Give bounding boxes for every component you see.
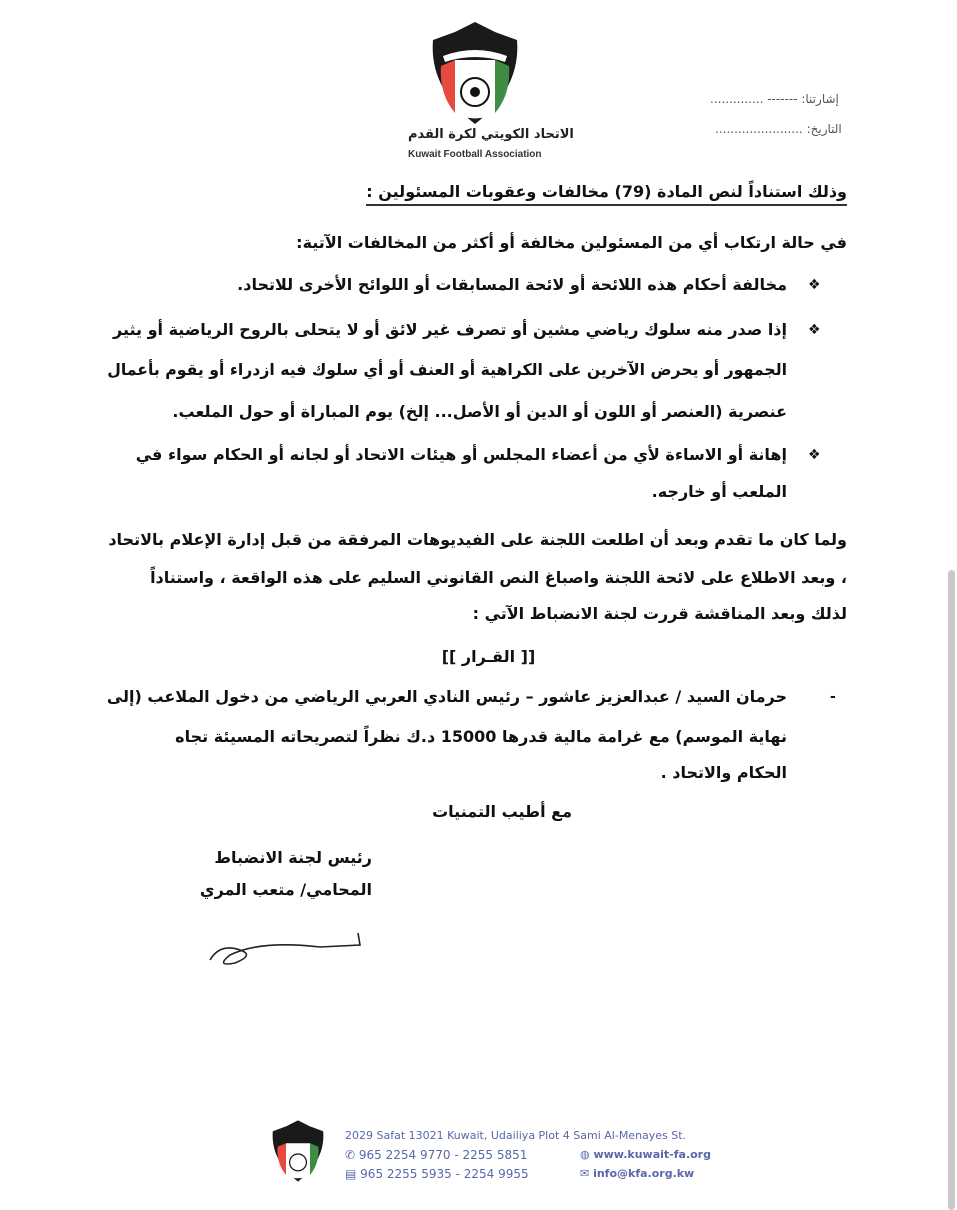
footer-website[interactable] [580,1147,711,1163]
bullet-3-line-1: إهانة أو الاساءة لأي من أعضاء المجلس أو هيئات الاتحاد أو لجانه أو الحكام سواء في [135,445,787,464]
logo-text-en: Kuwait Football Association [408,149,542,160]
footer-address: 2029 Safat 13021 Kuwait, Udailiya Plot 4 Sami Al-Menayes St. [345,1129,687,1142]
footer-email[interactable] [580,1166,694,1182]
bullet-2-line-1: إذا صدر منه سلوك رياضي مشين أو تصرف غير لائق أو لا يتحلى بالروح الرياضية أو يثير [112,320,787,339]
bullet-3-line-2: الملعب أو خارجه. [651,482,787,501]
signatory-title: رئيس لجنة الانضباط [214,848,372,867]
paragraph-line-3: لذلك وبعد المناقشة قررت لجنة الانضباط الآتي : [472,604,847,623]
fax-icon: ▤ [345,1167,357,1181]
heading: وذلك استناداً لنص المادة (79) مخالفات وعقوبات المسئولين : [366,180,847,206]
paragraph-line-1: ولما كان ما تقدم وبعد أن اطلعت اللجنة على الفيديوهات المرفقة من قبل إدارة الإعلام بالاتحاد [108,530,847,549]
footer-phone [345,1147,527,1163]
scrollbar[interactable] [948,570,955,1210]
signatory-name: المحامي/ متعب المري [199,880,372,899]
date-field [715,122,842,136]
footer-fax [345,1166,529,1182]
kfa-logo [425,18,525,128]
reference-value: ------- .............. [710,92,798,106]
globe-icon: ◍ [580,1148,590,1161]
bullet-marker: ❖ [808,277,821,293]
fax-number: 965 2255 5935 - 2254 9955 [360,1167,529,1181]
closing: مع أطيب التمنيات [432,802,572,821]
decision-line-2: نهاية الموسم) مع غرامة مالية قدرها 15000 د.ك نظراً لتصريحاته المسيئة تجاه [175,727,787,746]
date-label: التاريخ: [806,122,842,136]
decision-line-1: حرمان السيد / عبدالعزيز عاشور – رئيس النادي العربي الرياضي من دخول الملاعب (إلى [106,687,787,706]
phone-number: 965 2254 9770 - 2255 5851 [358,1148,528,1162]
decision-line-3: الحكام والاتحاد . [660,763,787,782]
phone-icon: ✆ [345,1148,356,1162]
reference-label: إشارتنا: [801,92,839,106]
mail-icon: ✉ [580,1167,590,1180]
paragraph-line-2: ، وبعد الاطلاع على لائحة اللجنة واصباغ النص القانوني السليم على هذه الواقعة ، واستناداً [150,568,847,587]
email-link[interactable]: info@kfa.org.kw [593,1167,695,1180]
bullet-2-line-2: الجمهور أو يحرض الآخرين على الكراهية أو العنف أو أي سلوك فيه ازدراء أو يقوم بأعمال [107,360,787,379]
intro: في حالة ارتكاب أي من المسئولين مخالفة أو أكثر من المخالفات الآتية: [296,233,847,252]
footer-logo [268,1118,328,1188]
bullet-1-line-1: مخالفة أحكام هذه اللائحة أو لائحة المسابقات أو اللوائح الأخرى للاتحاد. [237,275,787,294]
signature [200,925,370,979]
decision-marker: - [830,689,836,705]
date-value: ....................... [715,122,803,136]
website-link[interactable]: www.kuwait-fa.org [593,1148,711,1161]
bullet-2-line-3: عنصرية (العنصر أو اللون أو الدين أو الأصل... إلخ) يوم المباراة أو حول الملعب. [172,402,787,421]
logo-text-ar: الاتحاد الكويتي لكرة القدم [408,127,574,142]
bullet-marker: ❖ [808,322,821,338]
bullet-marker: ❖ [808,447,821,463]
decision-title: [[ القـرار ]] [441,647,536,666]
reference-field [710,92,839,106]
